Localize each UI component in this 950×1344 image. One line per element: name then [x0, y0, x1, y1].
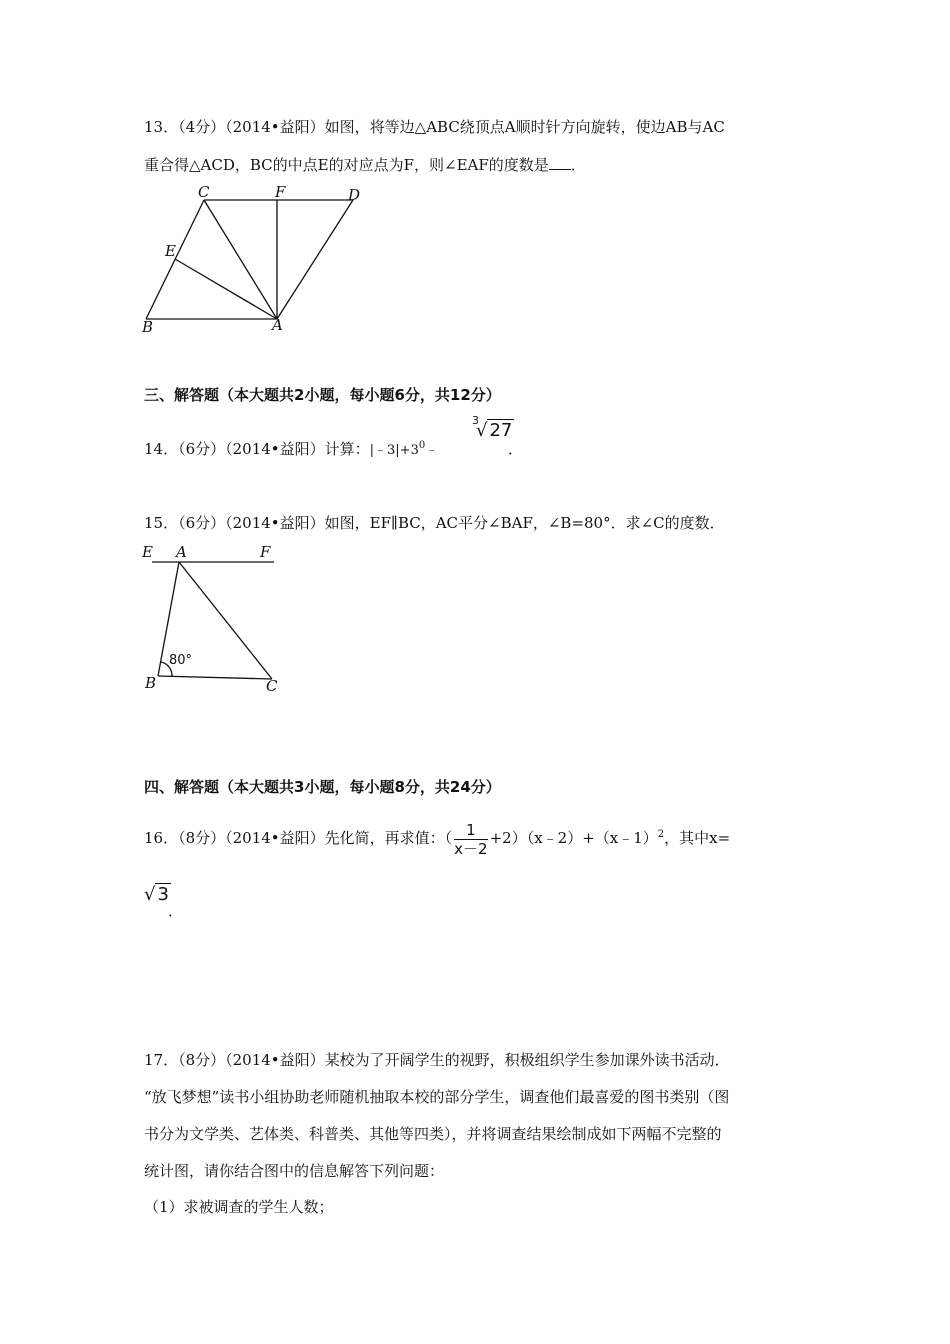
q15-text: 15．（6分）（2014•益阳）如图，EF∥BC，AC平分∠BAF，∠B=80°．求∠C的度数．	[144, 514, 725, 532]
q17-line1: 17．（8分）（2014•益阳）某校为了开阔学生的视野，积极组织学生参加课外读书活动．	[144, 1051, 730, 1069]
q16	[144, 820, 731, 858]
q13-label-D: D	[348, 186, 361, 204]
q17-line4: 统计图，请你结合图中的信息解答下列问题：	[144, 1162, 445, 1180]
q16-tail: ，其中x=	[664, 829, 731, 847]
section4-title: 四、解答题（本大题共3小题，每小题8分，共24分）	[144, 778, 501, 796]
q14-radicand: 27	[489, 420, 513, 441]
q13-label-C: C	[198, 183, 210, 201]
q14-cube-root: 3 √ 27	[472, 414, 513, 441]
q17-line5: （1）求被调查的学生人数；	[144, 1198, 334, 1216]
q15-label-C: C	[266, 677, 278, 695]
q14-expr-b: ﹣	[425, 443, 439, 458]
section3-title: 三、解答题（本大题共2小题，每小题6分，共12分）	[144, 386, 501, 404]
q15-label-E: E	[142, 543, 153, 561]
q14-exp: 0	[418, 440, 426, 451]
q16-frac-num: 1	[454, 821, 487, 840]
q15-angle-label: 80°	[169, 653, 193, 668]
q13-label-B: B	[142, 318, 154, 336]
answer-blank	[549, 155, 571, 170]
q16-sqrt-val: 3	[157, 884, 169, 905]
q13-label-A: A	[272, 316, 283, 334]
q16-prefix: 16．（8分）（2014•益阳）先化简，再求值：（	[144, 829, 453, 847]
q16-mid: +2）（x﹣2）+（x﹣1）	[489, 829, 658, 847]
q13-line1: 13．（4分）（2014•益阳）如图，将等边△ABC绕顶点A顺时针方向旋转，使边AB与AC	[144, 118, 725, 136]
q13-label-F: F	[275, 183, 286, 201]
q17-line3: 书分为文学类、艺体类、科普类、其他等四类），并将调查结果绘制成如下两幅不完整的	[144, 1125, 722, 1143]
q14-end: ．	[508, 440, 524, 458]
q15-label-A: A	[176, 543, 187, 561]
q14-prefix: 14．（6分）（2014•益阳）计算：	[144, 440, 370, 458]
q15-label-F: F	[260, 543, 271, 561]
q13-line2-text: 重合得△ACD，BC的中点E的对应点为F，则∠EAF的度数是	[144, 156, 549, 174]
q15-label-B: B	[145, 674, 157, 692]
q16-sqrt: √ 3	[144, 884, 169, 905]
q17-line2: “放飞梦想”读书小组协助老师随机抽取本校的部分学生，调查他们最喜爱的图书类别（图	[144, 1088, 730, 1106]
q14-root-index: 3	[472, 414, 479, 427]
q13-label-E: E	[165, 242, 176, 260]
q13-line2-end: ．	[570, 156, 586, 174]
q13-line2	[144, 154, 586, 176]
q14	[144, 435, 438, 462]
q16-frac-den: x－2	[454, 839, 488, 858]
q16-fraction	[454, 821, 487, 858]
q16-sq: 2	[657, 829, 665, 840]
q14-expr-a: |﹣3|+3	[369, 443, 419, 458]
q16-end: ．	[168, 902, 184, 920]
